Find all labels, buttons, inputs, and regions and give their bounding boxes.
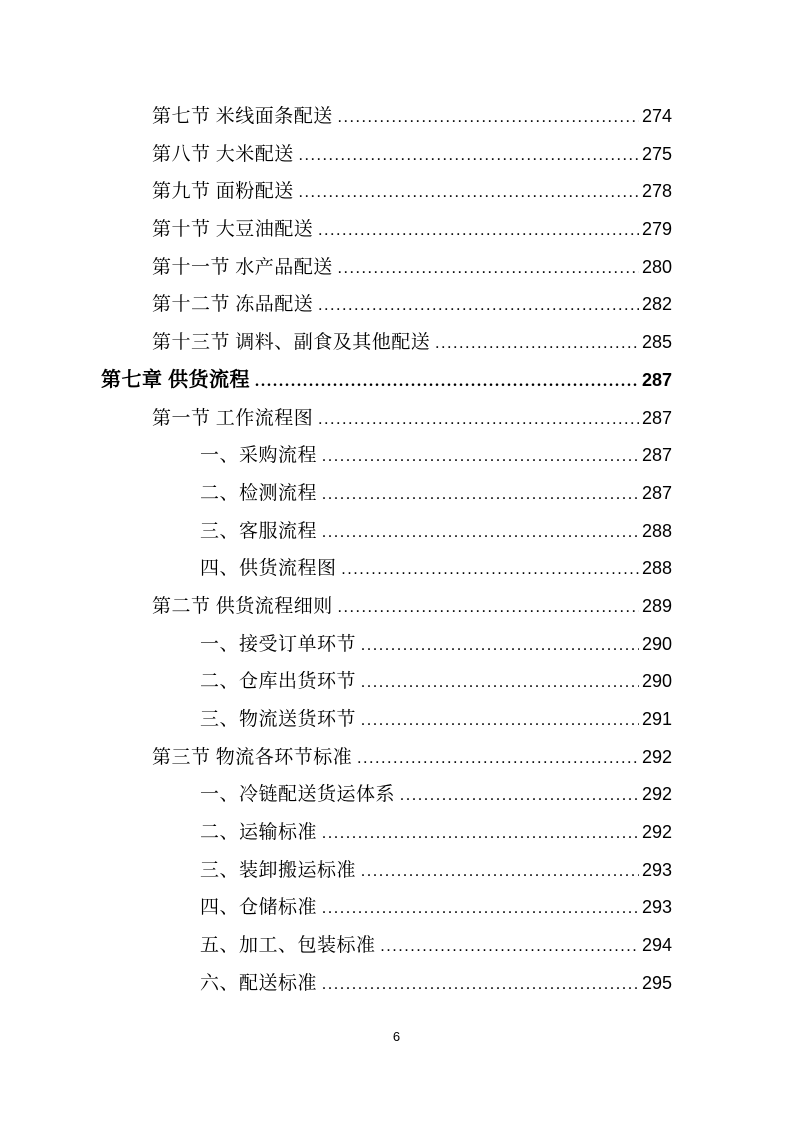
toc-entry[interactable] [101,663,672,701]
toc-dot-leader-icon [361,852,639,891]
footer-page-number: 6 [392,1029,401,1044]
toc-dot-leader-icon [361,626,639,665]
toc-entry-page-number: 291 [641,709,672,729]
toc-entry[interactable] [101,852,672,890]
toc-entry-title: 三、装卸搬运标准 [200,859,357,881]
toc-dot-leader-icon [255,362,639,401]
toc-entry-title: 二、仓库出货环节 [200,671,357,693]
toc-entry-page-number: 287 [641,369,672,390]
toc-dot-leader-icon [342,550,639,589]
toc-entry-title: 四、供货流程图 [200,558,337,580]
toc-entry-title: 第十一节 水产品配送 [152,256,333,278]
toc-entry-page-number: 279 [641,219,672,240]
toc-entry-page-number: 278 [641,181,672,202]
toc-entry-page-number: 290 [641,671,672,692]
toc-entry[interactable] [101,814,672,852]
toc-dot-leader-icon [361,701,639,740]
toc-entry-title: 第八节 大米配送 [152,143,294,165]
toc-entry-page-number: 280 [641,256,672,277]
toc-entry-title: 四、仓储标准 [200,897,318,919]
toc-dot-leader-icon [322,814,639,853]
toc-entry-title: 第九节 面粉配送 [152,181,294,203]
toc-entry-title: 一、接受订单环节 [200,633,357,655]
toc-entry-page-number: 287 [641,482,672,503]
toc-dot-leader-icon [381,927,639,966]
toc-entry-page-number: 294 [641,935,672,956]
toc-entry[interactable] [101,136,672,174]
toc-dot-leader-icon [338,249,639,288]
toc-entry-title: 二、检测流程 [200,482,318,504]
toc-entry-title: 三、客服流程 [200,520,318,542]
toc-entry-page-number: 292 [641,746,672,767]
toc-entry-page-number: 287 [641,407,672,428]
toc-entry-page-number: 287 [641,445,672,466]
toc-entry-page-number: 295 [641,972,672,993]
toc-entry-page-number: 292 [641,822,672,843]
toc-dot-leader-icon [338,588,639,627]
toc-entry[interactable] [101,324,672,362]
toc-entry-page-number: 292 [641,784,672,805]
toc-entry-page-number: 290 [641,633,672,654]
toc-entry[interactable] [101,362,672,400]
toc-entry[interactable] [101,889,672,927]
toc-entry[interactable] [101,286,672,324]
toc-entry[interactable] [101,965,672,1003]
toc-entry-title: 第十节 大豆油配送 [152,219,314,241]
table-of-contents [101,98,672,1003]
toc-dot-leader-icon [322,513,639,552]
toc-dot-leader-icon [318,286,639,325]
toc-entry-title: 二、运输标准 [200,822,318,844]
toc-entry-title: 三、物流送货环节 [200,709,357,730]
toc-entry-title: 一、采购流程 [200,445,318,467]
toc-dot-leader-icon [435,324,639,363]
toc-entry[interactable] [101,475,672,513]
toc-entry-page-number: 288 [641,558,672,579]
toc-dot-leader-icon [322,437,639,476]
toc-dot-leader-icon [322,475,639,514]
toc-dot-leader-icon [400,776,639,815]
toc-entry-page-number: 289 [641,595,672,616]
toc-entry-title: 第七章 供货流程 [101,368,250,391]
toc-entry[interactable] [101,513,672,551]
toc-dot-leader-icon [318,211,639,250]
toc-entry-title: 第十二节 冻品配送 [152,294,314,316]
toc-dot-leader-icon [299,173,639,212]
toc-entry[interactable] [101,249,672,287]
toc-entry-page-number: 293 [641,859,672,880]
toc-entry[interactable] [101,739,672,777]
toc-dot-leader-icon [299,136,639,175]
toc-dot-leader-icon [357,739,639,778]
toc-entry-page-number: 282 [641,294,672,315]
toc-entry-title: 六、配送标准 [200,972,318,994]
toc-entry-page-number: 275 [641,143,672,164]
toc-entry[interactable] [101,211,672,249]
toc-entry[interactable] [101,927,672,965]
toc-entry[interactable] [101,98,672,136]
toc-entry-title: 一、冷链配送货运体系 [200,784,396,806]
toc-entry-page-number: 274 [641,106,672,126]
toc-entry[interactable] [101,588,672,626]
toc-entry[interactable] [101,776,672,814]
toc-dot-leader-icon [361,663,639,702]
toc-entry-page-number: 288 [641,520,672,541]
toc-dot-leader-icon [318,400,639,439]
toc-entry-title: 五、加工、包装标准 [200,935,376,957]
toc-entry[interactable] [101,550,672,588]
toc-entry-page-number: 293 [641,897,672,918]
toc-entry-title: 第一节 工作流程图 [152,407,314,429]
toc-entry[interactable] [101,437,672,475]
toc-dot-leader-icon [322,965,639,1004]
page-footer [0,1029,793,1044]
toc-entry[interactable] [101,400,672,438]
toc-entry[interactable] [101,626,672,664]
toc-entry-page-number: 285 [641,332,672,353]
toc-entry[interactable] [101,173,672,211]
toc-dot-leader-icon [338,98,639,137]
toc-entry-title: 第二节 供货流程细则 [152,595,333,617]
toc-entry-title: 第七节 米线面条配送 [152,106,333,127]
toc-entry-title: 第十三节 调料、副食及其他配送 [152,332,431,354]
toc-entry[interactable] [101,701,672,739]
toc-entry-title: 第三节 物流各环节标准 [152,746,353,768]
toc-dot-leader-icon [322,889,639,928]
